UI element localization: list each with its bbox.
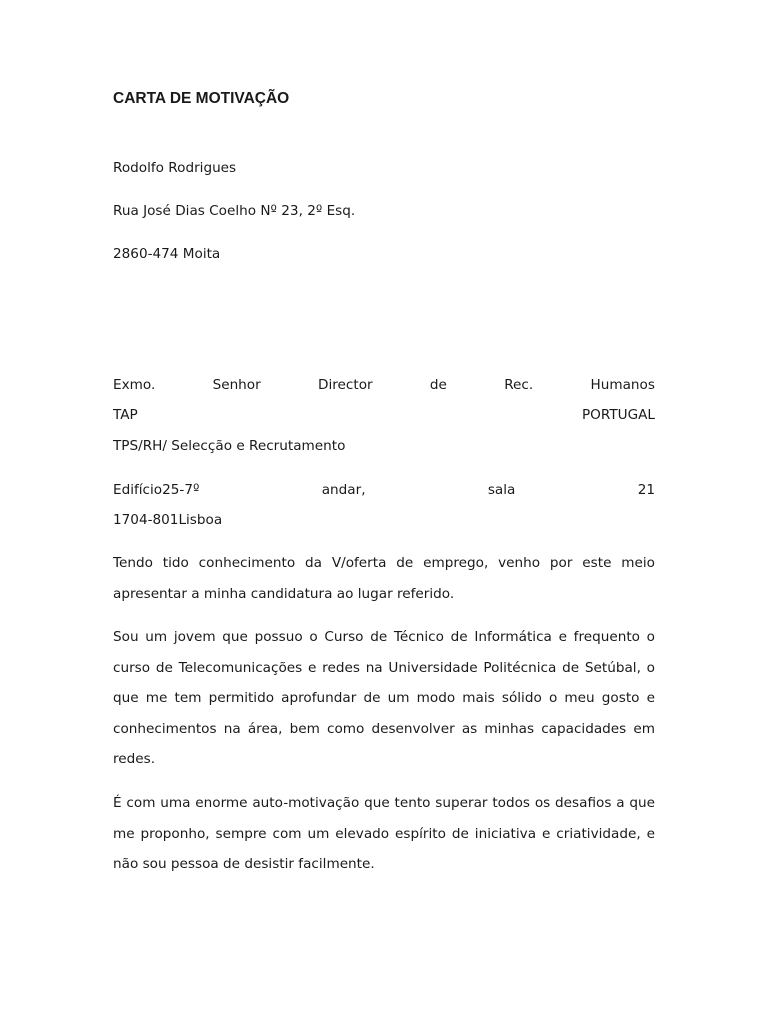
recipient-word: Director bbox=[318, 377, 373, 393]
recipient-word: Rec. bbox=[504, 377, 534, 393]
recipient-word: de bbox=[429, 377, 447, 393]
recipient-word: PORTUGAL bbox=[581, 407, 655, 423]
body-paragraph-2: Sou um jovem que possuo o Curso de Técnico de Informática e frequento o curso de Telecomunicações e redes na Universidade Politécnica de Setúbal, o que me tem permitido aprofundar de um modo mais sólido o meu gosto e conhecimentos na área, bem como desenvolver as minhas capacidades em redes. bbox=[113, 629, 655, 767]
recipient-title-line bbox=[113, 376, 655, 394]
recipient-word: Humanos bbox=[590, 377, 655, 393]
recipient-word: 21 bbox=[637, 482, 655, 498]
recipient-word: TAP bbox=[113, 407, 138, 423]
body-paragraph-1: Tendo tido conhecimento da V/oferta de emprego, venho por este meio apresentar a minha candidatura ao lugar referido. bbox=[113, 555, 655, 602]
recipient-building-line bbox=[113, 481, 655, 499]
body-paragraph-3: É com uma enorme auto-motivação que tento superar todos os desafios a que me proponho, sempre com um elevado espírito de iniciativa e criatividade, e não sou pessoa de desistir facilmente. bbox=[113, 795, 655, 872]
recipient-word: Edifício25-7º bbox=[113, 482, 200, 498]
sender-postal-code: 2860-474 Moita bbox=[113, 246, 221, 262]
recipient-word: andar, bbox=[321, 482, 366, 498]
letter-title: CARTA DE MOTIVAÇÃO bbox=[113, 90, 290, 107]
recipient-department: TPS/RH/ Selecção e Recrutamento bbox=[113, 438, 346, 454]
sender-name: Rodolfo Rodrigues bbox=[113, 160, 237, 176]
recipient-word: Senhor bbox=[212, 377, 261, 393]
recipient-postal-code: 1704-801Lisboa bbox=[113, 512, 223, 528]
recipient-word: sala bbox=[487, 482, 516, 498]
recipient-word: Exmo. bbox=[113, 377, 156, 393]
recipient-company-line bbox=[113, 406, 655, 424]
sender-street: Rua José Dias Coelho Nº 23, 2º Esq. bbox=[113, 203, 356, 219]
